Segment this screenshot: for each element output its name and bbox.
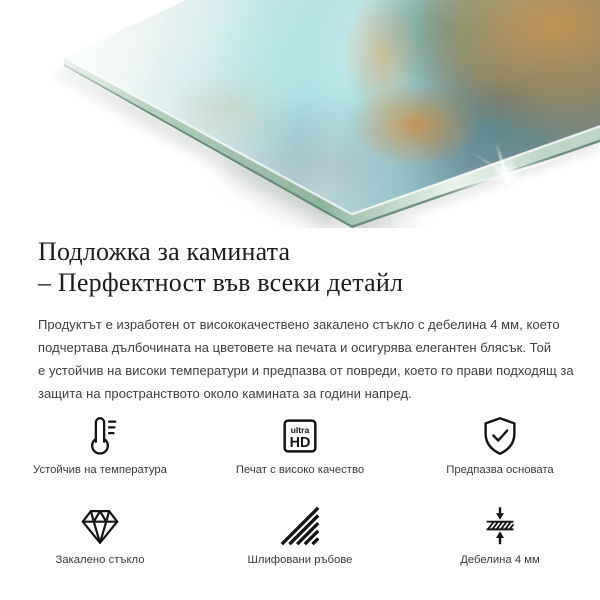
feature-temperature: [0, 413, 200, 477]
page-title-line2: – Перфектност във всеки детайл: [38, 268, 404, 297]
page-title: [38, 236, 562, 298]
feature-polished-edges: [200, 503, 400, 567]
ultra-hd-text-top: ultra: [290, 425, 310, 436]
shield-check-icon: [477, 413, 523, 459]
page-title-line1: Подложка за камината: [38, 237, 291, 266]
feature-label: Шлифовани ръбове: [247, 554, 353, 566]
description-line: е устойчив на високи температури и предпазва от повреди, което го прави подходящ за: [38, 363, 574, 378]
feature-label: Печат с високо качество: [235, 464, 365, 476]
thermometer-icon: [77, 413, 123, 459]
feature-tempered-glass: [0, 503, 200, 567]
product-photo: [0, 0, 600, 228]
feature-grid: [0, 413, 600, 567]
description-line: защита на пространството около камината за години напред.: [38, 386, 412, 401]
feature-thickness: [400, 503, 600, 567]
feature-label: Предпазва основата: [446, 464, 554, 476]
ultra-hd-text-bottom: HD: [289, 435, 311, 452]
feature-protects-base: [400, 413, 600, 477]
polished-edges-icon: [277, 503, 323, 549]
diamond-icon: [77, 503, 123, 549]
description-line: подчертава дълбочината на цветовете на печата и осигурява елегантен блясък. Той: [38, 340, 552, 355]
feature-label: Закалено стъкло: [55, 554, 145, 566]
product-description: [38, 313, 574, 405]
thickness-icon: [477, 503, 523, 549]
text-section: [0, 236, 600, 405]
feature-label: Дебелина 4 мм: [460, 554, 540, 566]
feature-label: Устойчив на температура: [33, 464, 167, 476]
feature-print-quality: [200, 413, 400, 477]
ultra-hd-icon: [277, 413, 323, 459]
description-line: Продуктът е изработен от висококачествено закалено стъкло с дебелина 4 мм, което: [38, 317, 560, 332]
